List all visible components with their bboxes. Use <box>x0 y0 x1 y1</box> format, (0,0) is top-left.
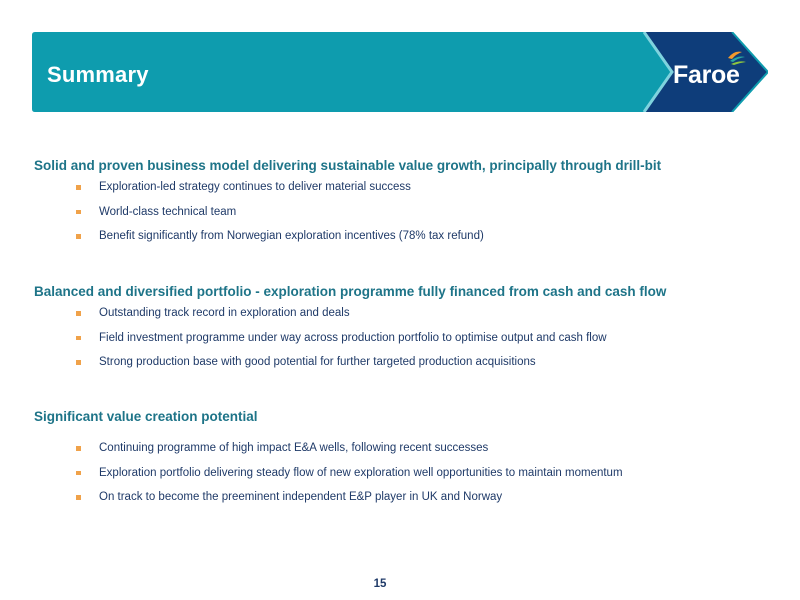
list-item: Exploration portfolio delivering steady flow of new exploration well opportunities to maintain momentum <box>34 461 774 486</box>
bullet-square-icon <box>76 471 81 476</box>
list-item: Strong production base with good potential for further targeted production acquisitions <box>34 350 774 375</box>
bullet-square-icon <box>76 446 81 451</box>
bullet-square-icon <box>76 336 81 341</box>
bullet-list <box>34 301 774 375</box>
summary-section-3 <box>34 408 774 510</box>
page-title: Summary <box>47 62 149 87</box>
section-heading: Solid and proven business model delivering sustainable value growth, principally through drill-bit <box>34 158 662 173</box>
bullet-square-icon <box>76 311 81 316</box>
summary-section-1 <box>34 157 774 249</box>
bullet-square-icon <box>76 495 81 500</box>
bullet-list <box>34 175 774 249</box>
list-item: World-class technical team <box>34 200 774 225</box>
bullet-square-icon <box>76 234 81 239</box>
list-item: Exploration-led strategy continues to deliver material success <box>34 175 774 200</box>
page-number: 15 <box>373 578 387 590</box>
summary-section-2 <box>34 283 774 375</box>
section-heading: Balanced and diversified portfolio - exploration programme fully financed from cash and cash flow <box>34 284 667 299</box>
list-item: Benefit significantly from Norwegian exploration incentives (78% tax refund) <box>34 224 774 249</box>
bullet-square-icon <box>76 185 81 190</box>
list-item: On track to become the preeminent independent E&P player in UK and Norway <box>34 485 774 510</box>
bullet-list <box>34 436 774 510</box>
list-item: Field investment programme under way across production portfolio to optimise output and cash flow <box>34 326 774 351</box>
section-heading: Significant value creation potential <box>34 409 258 424</box>
list-item: Continuing programme of high impact E&A wells, following recent successes <box>34 436 774 461</box>
bullet-square-icon <box>76 210 81 215</box>
logo-wordmark: Faroe <box>673 61 740 89</box>
bullet-square-icon <box>76 360 81 365</box>
list-item: Outstanding track record in exploration and deals <box>34 301 774 326</box>
